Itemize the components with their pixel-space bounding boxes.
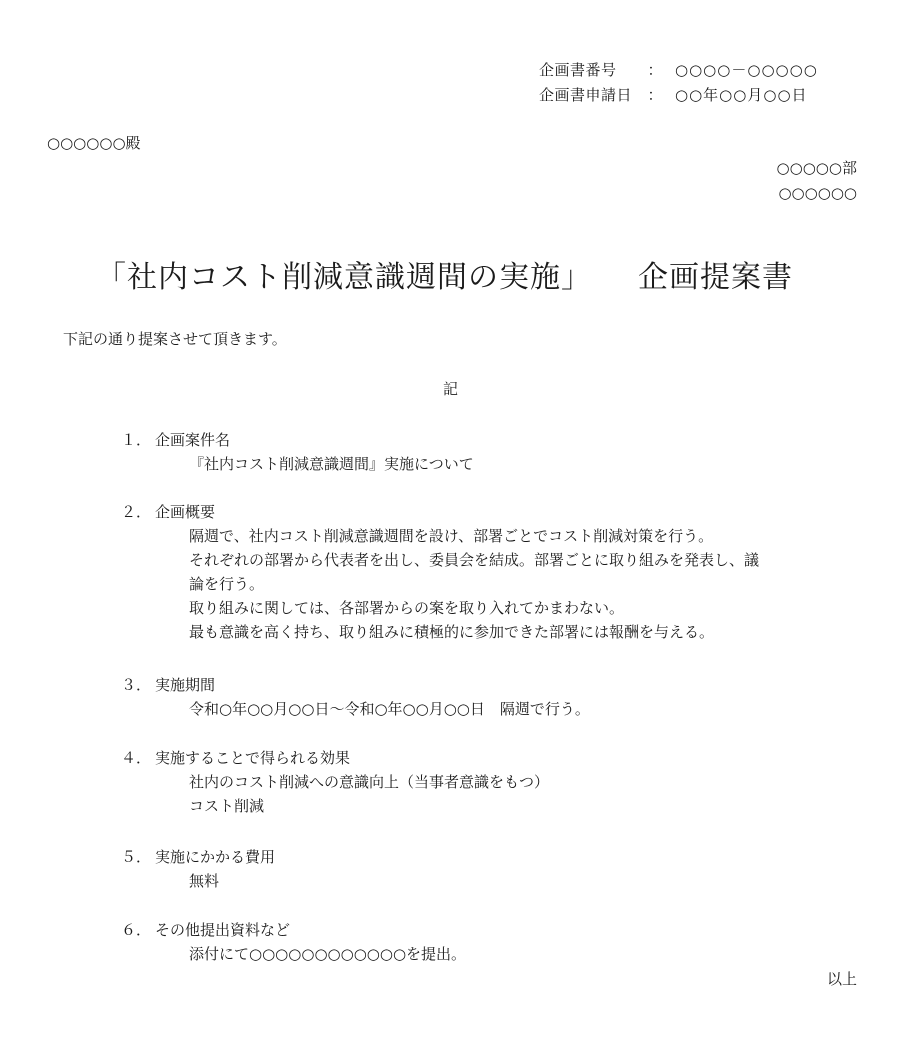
section-title: 実施することで得られる効果 [155, 749, 351, 767]
section-6 [121, 918, 861, 966]
section-body [121, 697, 861, 721]
apply-date-row [539, 84, 808, 106]
section-4 [121, 746, 861, 818]
section-number: ４． [121, 749, 152, 767]
section-heading [121, 500, 861, 524]
apply-date-value: ○○年○○月○○日 [675, 86, 808, 104]
section-line: 無料 [189, 872, 220, 890]
closing-text: 以上 [826, 970, 857, 988]
section-1 [121, 428, 861, 476]
sender-block [777, 156, 857, 206]
section-number: ２． [121, 503, 152, 521]
doc-number-value: ○○○○－○○○○○ [675, 61, 818, 79]
section-heading [121, 746, 861, 770]
apply-date-label: 企画書申請日 [539, 86, 633, 104]
section-title: 実施期間 [155, 676, 216, 694]
sender-name: ○○○○○○ [778, 184, 857, 202]
section-line: コスト削減 [189, 797, 265, 815]
title-subject: 「社内コスト削減意識週間の実施」 [96, 260, 592, 295]
section-line: 『社内コスト削減意識週間』実施について [189, 455, 474, 473]
section-title: 企画概要 [155, 503, 216, 521]
title-doc-type: 企画提案書 [638, 260, 793, 295]
section-title: 企画案件名 [155, 431, 231, 449]
section-5 [121, 845, 861, 893]
doc-number-colon: ： [647, 61, 663, 79]
ki-heading: 記 [443, 380, 459, 398]
doc-number-row [539, 59, 818, 81]
section-heading [121, 428, 861, 452]
section-line: 最も意識を高く持ち、取り組みに積極的に参加できた部署には報酬を与える。 [189, 623, 715, 641]
section-line: 社内のコスト削減への意識向上（当事者意識をもつ） [189, 773, 550, 791]
section-line: それぞれの部署から代表者を出し、委員会を結成。部署ごとに取り組みを発表し、議 [189, 551, 760, 569]
section-line: 論を行う。 [189, 575, 265, 593]
section-number: １． [121, 431, 152, 449]
section-line: 取り組みに関しては、各部署からの案を取り入れてかまわない。 [189, 599, 625, 617]
section-3 [121, 673, 861, 721]
section-number: ３． [121, 676, 152, 694]
intro-text: 下記の通り提案させて頂きます。 [63, 330, 287, 348]
section-body [121, 942, 861, 966]
section-heading [121, 673, 861, 697]
section-line: 隔週で、社内コスト削減意識週間を設け、部署ごとでコスト削減対策を行う。 [189, 527, 714, 545]
section-heading [121, 918, 861, 942]
section-body [121, 452, 861, 476]
section-title: その他提出資料など [155, 921, 291, 939]
section-line: 令和○年○○月○○日～令和○年○○月○○日 隔週で行う。 [189, 700, 590, 718]
section-number: ６． [121, 921, 152, 939]
sender-department: ○○○○○部 [776, 159, 857, 177]
section-2 [121, 500, 861, 644]
section-line: 添付にて○○○○○○○○○○○○を提出。 [189, 945, 467, 963]
section-body [121, 770, 861, 818]
addressee: ○○○○○○殿 [47, 134, 141, 152]
doc-number-label: 企画書番号 [539, 61, 617, 79]
document-title [96, 258, 793, 298]
section-heading [121, 845, 861, 869]
apply-date-colon: ： [647, 86, 663, 104]
section-body [121, 869, 861, 893]
section-number: ５． [121, 848, 152, 866]
section-title: 実施にかかる費用 [155, 848, 276, 866]
section-body [121, 524, 861, 644]
